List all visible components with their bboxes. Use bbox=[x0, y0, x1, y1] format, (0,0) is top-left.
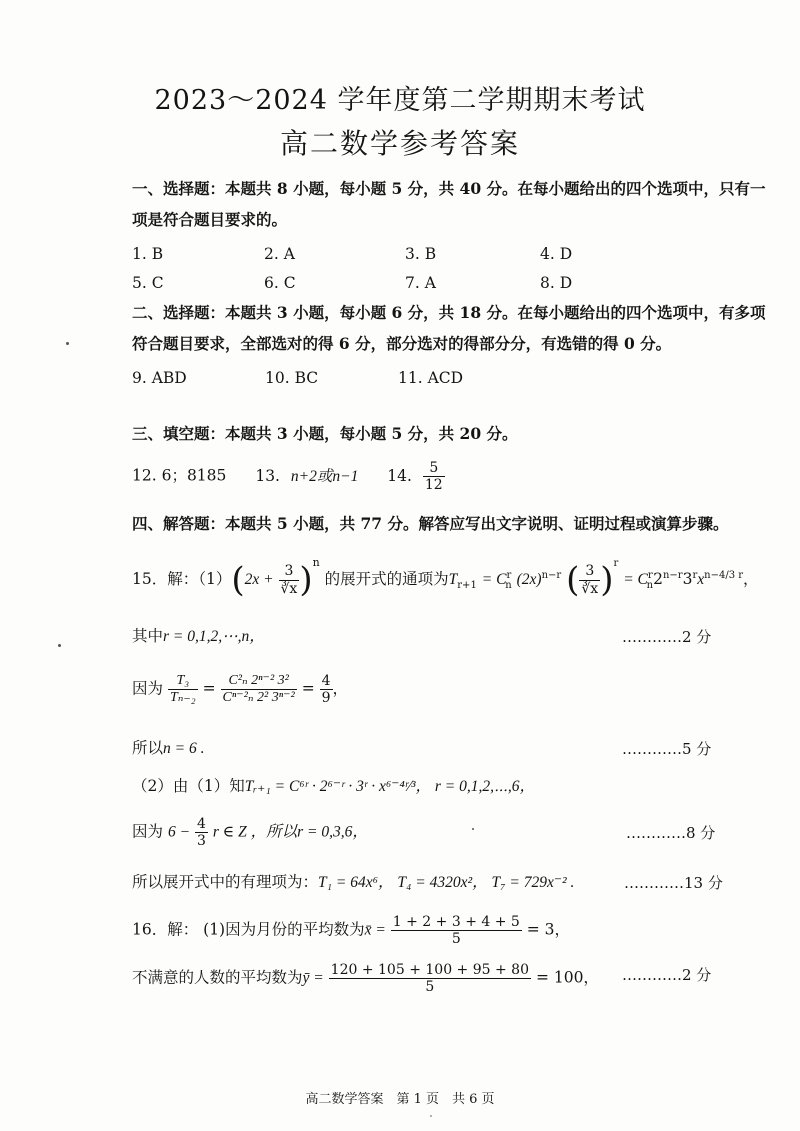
four-thirds-den: 3 bbox=[196, 833, 206, 850]
answer-9: 9. ABD bbox=[132, 369, 187, 387]
ratio-num: T₃ bbox=[168, 673, 198, 690]
paren-close-2: ) bbox=[600, 560, 614, 600]
scan-speck bbox=[66, 342, 69, 345]
mean-x-result: = 3， bbox=[526, 920, 571, 939]
eq-C2: = C bbox=[623, 571, 648, 588]
l3-tail: ， bbox=[332, 679, 349, 698]
q15-l7-text: 所以展开式中的有理项为： bbox=[132, 873, 319, 891]
answer-13: n+2或n−1 bbox=[290, 467, 359, 485]
answer-8: 8. D bbox=[540, 274, 573, 292]
fraction-numerator: 3 bbox=[279, 563, 300, 580]
C1-sub: n bbox=[505, 580, 512, 592]
answer-6: 6. C bbox=[264, 274, 296, 292]
q16-line2 bbox=[132, 962, 599, 995]
score-2: …………2 分 bbox=[622, 628, 712, 646]
fill-answers bbox=[132, 460, 445, 493]
base-exp: n−r bbox=[541, 569, 562, 581]
q15-text-1: 的展开式的通项为 bbox=[324, 570, 449, 588]
answer-10: 10. BC bbox=[265, 369, 319, 387]
binomial-fraction bbox=[279, 563, 300, 596]
q15-l2-prefix: 其中 bbox=[132, 627, 164, 645]
ratio-den: Tₙ₋₂ bbox=[169, 690, 196, 706]
score-13: …………13 分 bbox=[624, 874, 723, 892]
q15-l6-c: r = 0,3,6， bbox=[297, 823, 368, 841]
answer-1: 1. B bbox=[132, 245, 164, 263]
q15-line5 bbox=[132, 774, 535, 796]
q16-xbar: x̄ = bbox=[364, 921, 386, 939]
binomial-fraction-2 bbox=[579, 563, 600, 596]
answer-14-label: 14. bbox=[387, 466, 412, 485]
section2-header-line1: 二、选择题：本题共 3 小题，每小题 6 分，共 18 分。在每小题给出的四个选项中，有多项 bbox=[132, 303, 766, 322]
q15-l6-a: 6 − bbox=[167, 823, 191, 841]
answer-14-fraction bbox=[423, 460, 445, 493]
mean-y-den: 5 bbox=[425, 979, 435, 996]
binomial-term: 2x + bbox=[244, 571, 274, 588]
ratio-fraction bbox=[168, 673, 198, 706]
page-subtitle: 高二数学参考答案 bbox=[279, 127, 520, 160]
score-2b: …………2 分 bbox=[622, 966, 712, 984]
q15-l6-prefix: 因为 bbox=[132, 822, 164, 841]
q15-l3-prefix: 因为 bbox=[132, 679, 164, 698]
score-5: …………5 分 bbox=[622, 740, 712, 758]
q15-line3 bbox=[132, 673, 348, 706]
x-exp: n−4/3 r bbox=[704, 569, 744, 581]
q16-line1 bbox=[132, 914, 570, 947]
q15-l4-expr: n = 6 . bbox=[163, 740, 205, 757]
three-exp: r bbox=[692, 569, 698, 581]
paren-close: ) bbox=[299, 560, 313, 600]
mean-x-fraction bbox=[391, 914, 522, 947]
answer-12: 12. 6；8185 bbox=[132, 466, 227, 485]
answer-14-denominator: 12 bbox=[424, 477, 443, 494]
q15-l5-expr: Tᵣ₊₁ = C⁶ʳ · 2⁶⁻ʳ · 3ʳ · x⁶⁻⁴ʳ⁄³， r = 0,1,2,⋯,6， bbox=[244, 778, 536, 795]
base-2x: (2x) bbox=[516, 571, 542, 588]
answer-4: 4. D bbox=[540, 245, 573, 263]
power-n: n bbox=[312, 556, 320, 569]
two-exp: n−r bbox=[662, 569, 683, 581]
fraction2-numerator: 3 bbox=[579, 563, 600, 580]
ratio-fraction-2 bbox=[221, 673, 297, 706]
ratio-result bbox=[320, 673, 333, 706]
four-thirds-num: 4 bbox=[196, 816, 206, 832]
fraction-denominator: ∛x bbox=[280, 580, 298, 597]
score-8: …………8 分 bbox=[626, 824, 716, 842]
q15-l4-text: 所以 bbox=[132, 739, 164, 757]
x-var: x bbox=[697, 571, 705, 588]
section1-header-line2: 项是符合题目要求的。 bbox=[132, 210, 288, 229]
q16-l2-text: 不满意的人数的平均数为 bbox=[132, 968, 303, 987]
answer-13-label: 13. bbox=[255, 466, 280, 485]
q16-l1-text: 16．解： (1)因为月份的平均数为 bbox=[132, 920, 365, 939]
result-den: 9 bbox=[321, 690, 331, 707]
eq-sign-1: = bbox=[202, 679, 216, 698]
fraction2-denominator: ∛x bbox=[581, 580, 599, 597]
section3-header: 三、填空题：本题共 3 小题，每小题 5 分，共 20 分。 bbox=[132, 424, 518, 443]
mean-x-num: 1 + 2 + 3 + 4 + 5 bbox=[392, 914, 520, 930]
answer-7: 7. A bbox=[405, 274, 436, 292]
T-symbol: T bbox=[448, 571, 458, 588]
page-title: 2023～2024 学年度第二学期期末考试 bbox=[154, 85, 646, 116]
T-subscript: r+1 bbox=[457, 580, 477, 592]
two: 2 bbox=[653, 570, 663, 588]
mean-x-den: 5 bbox=[451, 931, 461, 948]
result-num: 4 bbox=[321, 673, 331, 689]
scan-speck bbox=[430, 1115, 432, 1117]
scan-speck bbox=[472, 828, 474, 830]
section4-header: 四、解答题：本题共 5 小题，共 77 分。解答应写出文字说明、证明过程或演算步骤。 bbox=[132, 514, 729, 533]
mean-y-fraction bbox=[329, 962, 531, 995]
ratio2-den: Cⁿ⁻²ₙ 2² 3ⁿ⁻² bbox=[222, 690, 295, 706]
answer-5: 5. C bbox=[132, 274, 164, 292]
q15-l7-expr: T₁ = 64x⁶， T₄ = 4320x²， T₇ = 729x⁻² . bbox=[318, 874, 575, 891]
mean-y-result: = 100， bbox=[535, 968, 599, 987]
q15-line2 bbox=[132, 624, 265, 646]
ratio2-num: C²ₙ 2ⁿ⁻² 3² bbox=[221, 673, 297, 690]
C1-sup: r bbox=[506, 569, 512, 581]
q15-label: 15．解：（1） bbox=[132, 570, 232, 588]
mean-y-num: 120 + 105 + 100 + 95 + 80 bbox=[330, 962, 529, 978]
three: 3 bbox=[682, 570, 693, 588]
paren-open-2: ( bbox=[566, 560, 580, 600]
page-footer: 高二数学答案 第 1 页 共 6 页 bbox=[305, 1092, 495, 1107]
answer-14-numerator: 5 bbox=[423, 460, 445, 477]
q15-line6 bbox=[132, 816, 368, 849]
answer-2: 2. A bbox=[264, 245, 295, 263]
q15-l2-expr: r = 0,1,2,⋯,n， bbox=[163, 628, 265, 645]
paren-open: ( bbox=[231, 560, 245, 600]
power-r: r bbox=[613, 558, 619, 569]
C2-sup: r bbox=[647, 569, 653, 581]
eq-sign-2: = bbox=[301, 679, 315, 698]
scan-speck bbox=[58, 644, 61, 647]
q15-l6-b: r ∈ Z ，所以 bbox=[212, 823, 298, 841]
q15-line4 bbox=[132, 736, 204, 758]
q15-line1 bbox=[132, 556, 759, 600]
tail-comma: ， bbox=[743, 570, 759, 588]
q15-line7 bbox=[132, 870, 574, 892]
q16-ybar: ȳ = bbox=[302, 969, 324, 987]
four-thirds bbox=[195, 816, 208, 849]
eq-C1: = C bbox=[481, 571, 507, 588]
section1-header-line1: 一、选择题：本题共 8 小题，每小题 5 分，共 40 分。在每小题给出的四个选项中，只有一 bbox=[132, 179, 766, 198]
section2-header-line2: 符合题目要求，全部选对的得 6 分，部分选对的得部分分，有选错的得 0 分。 bbox=[132, 334, 672, 353]
answer-11: 11. ACD bbox=[398, 369, 464, 387]
q15-l5-text: （2）由（1）知 bbox=[132, 777, 245, 795]
C2-sub: n bbox=[646, 580, 654, 592]
answer-3: 3. B bbox=[405, 245, 437, 263]
